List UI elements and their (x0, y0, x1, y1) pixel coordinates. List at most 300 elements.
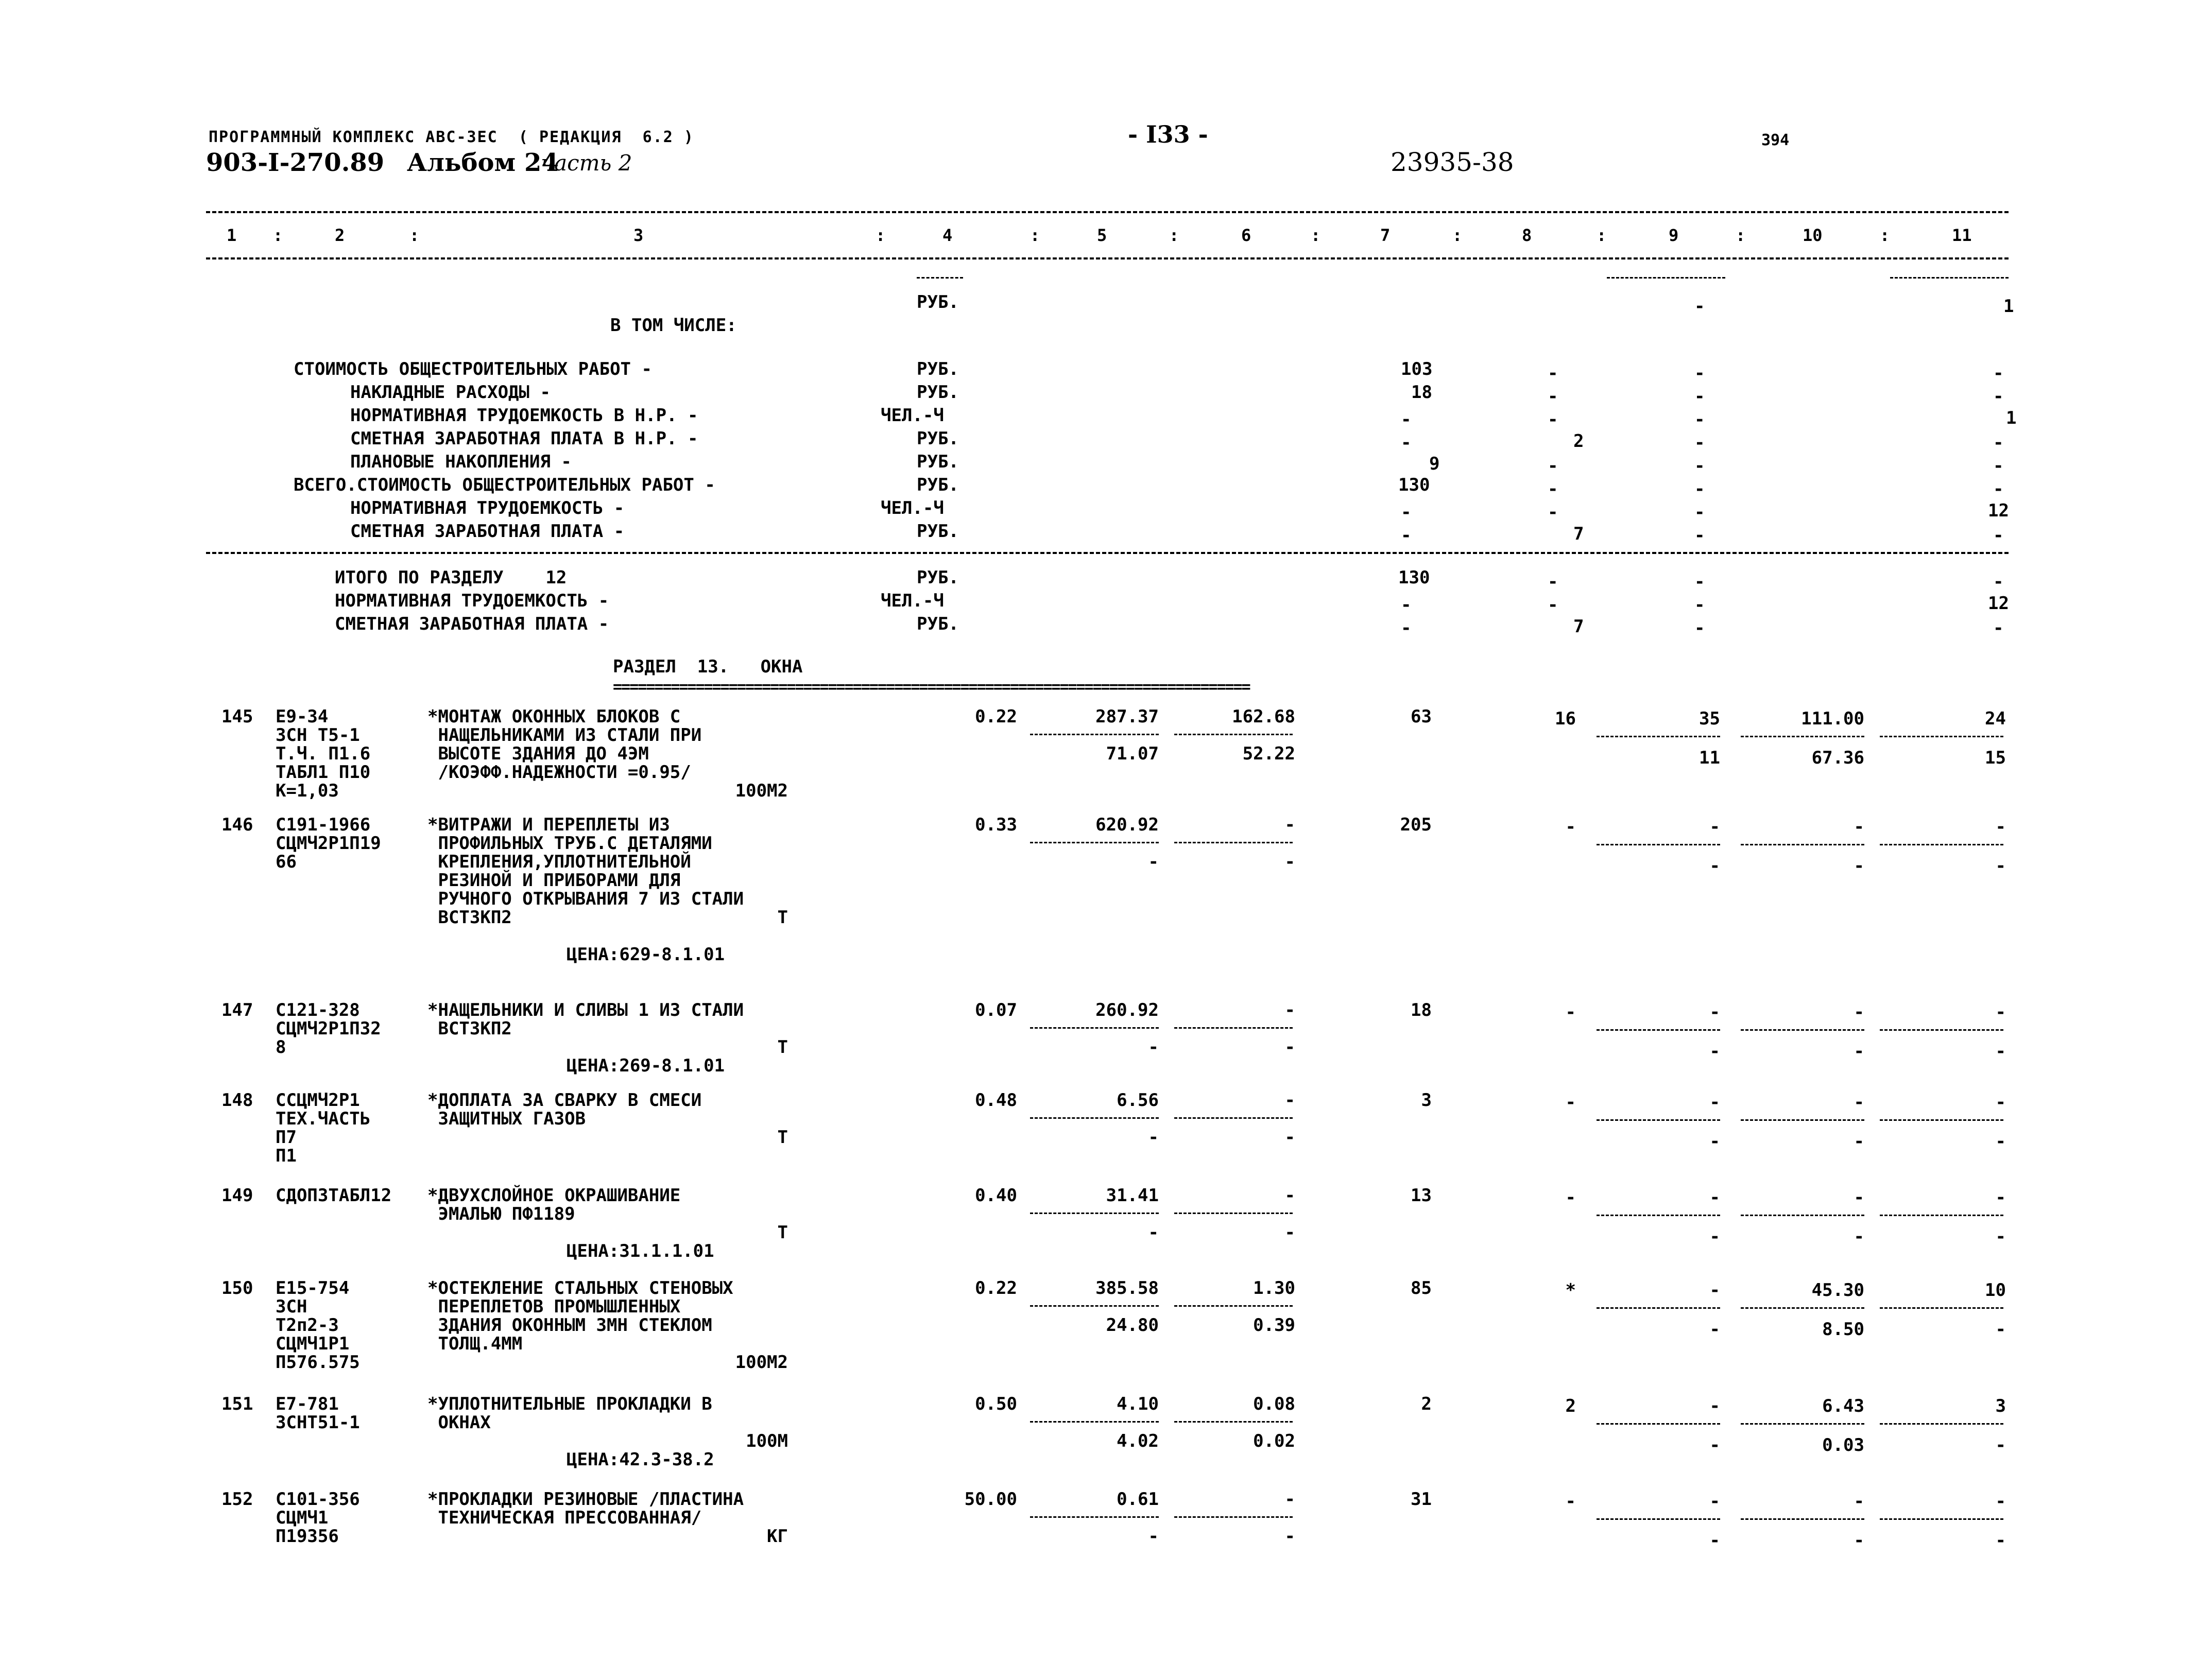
item-col6-labor: - (1284, 1037, 1295, 1058)
item-code: Е15-754 (276, 1278, 350, 1298)
item-col5: 287.37 (1095, 706, 1159, 727)
subtotal-rule (1174, 1213, 1293, 1214)
item-description: ОКНАХ (427, 1412, 491, 1433)
item-unit: Т (777, 907, 788, 928)
item-code: С121-328 (276, 1000, 360, 1020)
column-sep: : (1736, 226, 1746, 245)
item-col5: 4.10 (1117, 1394, 1159, 1414)
summary-line-c7: 103 (1401, 359, 1433, 379)
item-col9-labor: - (1709, 1131, 1720, 1152)
column-1: 1 (227, 226, 237, 245)
item-quantity: 0.50 (975, 1394, 1017, 1414)
item-col11-labor: - (1995, 1435, 2006, 1456)
subtotal-rule (1174, 1305, 1293, 1307)
item-description: ЗДАНИЯ ОКОННЫМ ЗМН СТЕКЛОМ (427, 1315, 712, 1336)
column-sep: : (1880, 226, 1890, 245)
item-col6: 162.68 (1232, 706, 1295, 727)
section-total-c8: - (1548, 595, 1558, 615)
subtotal-rule (1174, 1027, 1293, 1029)
item-col11-labor: - (1995, 1041, 2006, 1062)
section-total-c8: - (1548, 571, 1558, 592)
item-col9: - (1709, 817, 1720, 837)
item-col10: - (1854, 1187, 1864, 1208)
item-col6-labor: 0.02 (1253, 1431, 1295, 1451)
item-col7: 85 (1411, 1278, 1432, 1298)
item-col6-labor: - (1284, 1222, 1295, 1243)
section-total-c8: 7 (1573, 616, 1584, 637)
item-col9: - (1709, 1491, 1720, 1512)
summary-line-c8: - (1548, 479, 1558, 499)
item-col7: 2 (1421, 1394, 1432, 1414)
item-col6: 1.30 (1253, 1278, 1295, 1298)
item-col5: 385.58 (1095, 1278, 1159, 1298)
item-code: С191-1966 (276, 815, 371, 835)
item-price-reference: ЦЕНА:269-8.1.01 (567, 1055, 725, 1076)
summary-line-c11: - (1993, 456, 2004, 476)
section-total-c7: 130 (1398, 567, 1430, 588)
item-code: ЗСН (276, 1296, 307, 1317)
item-code: Т.Ч. П1.6 (276, 743, 371, 764)
item-col9: 35 (1699, 708, 1720, 729)
summary-line-label: СМЕТНАЯ ЗАРАБОТНАЯ ПЛАТА - (350, 521, 625, 542)
summary-line-c9: - (1694, 363, 1705, 384)
item-col9-labor: - (1709, 1226, 1720, 1247)
section-total-unit: РУБ. (917, 567, 959, 588)
summary-unit: РУБ. (917, 292, 959, 313)
item-code: С101-356 (276, 1489, 360, 1510)
item-code: П576.575 (276, 1352, 360, 1373)
item-col9: - (1709, 1002, 1720, 1023)
subtotal-rule (1174, 1516, 1293, 1518)
summary-line-c9: - (1694, 456, 1705, 476)
column-8: 8 (1522, 226, 1532, 245)
subtotal-rule (1597, 1029, 1720, 1031)
summary-line-c11: - (1993, 386, 2004, 407)
item-number: 151 (221, 1394, 253, 1414)
item-description: *НАЩЕЛЬНИКИ И СЛИВЫ 1 ИЗ СТАЛИ (427, 1000, 744, 1020)
item-col9: - (1709, 1280, 1720, 1301)
section-total-label: СМЕТНАЯ ЗАРАБОТНАЯ ПЛАТА - (335, 614, 609, 634)
item-code: ТЕХ.ЧАСТЬ (276, 1109, 371, 1129)
subtotal-rule (1597, 1307, 1720, 1309)
item-col11: - (1995, 1491, 2006, 1512)
item-description: ВЫСОТЕ ЗДАНИЯ ДО 4ЭМ (427, 743, 649, 764)
column-sep: : (409, 226, 420, 245)
item-quantity: 0.40 (975, 1185, 1017, 1206)
summary-line-unit: РУБ. (917, 359, 959, 379)
item-description: ПРОФИЛЬНЫХ ТРУБ.С ДЕТАЛЯМИ (427, 833, 712, 854)
item-description: ТОЛЩ.4ММ (427, 1333, 523, 1354)
item-col5-labor: - (1148, 1526, 1159, 1547)
item-col6-labor: - (1284, 1127, 1295, 1148)
item-code: Е9-34 (276, 706, 329, 727)
item-quantity: 0.48 (975, 1090, 1017, 1111)
program-line: ПРОГРАММНЫЙ КОМПЛЕКС АВС-ЗЕС ( РЕДАКЦИЯ 6.2 ) (209, 128, 694, 146)
section-total-c7: - (1401, 618, 1412, 638)
column-sep: : (876, 226, 886, 245)
item-number: 148 (221, 1090, 253, 1111)
item-col6: - (1284, 815, 1295, 835)
item-description: *УПЛОТНИТЕЛЬНЫЕ ПРОКЛАДКИ В (427, 1394, 712, 1414)
subtotal-rule (1030, 1516, 1159, 1518)
item-description: КРЕПЛЕНИЯ,УПЛОТНИТЕЛЬНОЙ (427, 852, 691, 872)
item-col6: - (1284, 1185, 1295, 1206)
item-col6: 0.08 (1253, 1394, 1295, 1414)
summary-line-c9: - (1694, 386, 1705, 407)
item-code: К=1,03 (276, 781, 339, 801)
item-col9-labor: - (1709, 1041, 1720, 1062)
item-description: ВСТЗКП2 (427, 907, 512, 928)
item-col11: - (1995, 1002, 2006, 1023)
item-col8: - (1565, 1491, 1576, 1512)
section-divider (206, 552, 2009, 554)
item-code: СЦМЧ2Р1П19 (276, 833, 381, 854)
item-quantity: 0.22 (975, 1278, 1017, 1298)
item-unit: 100М (746, 1431, 788, 1451)
summary-line-unit: РУБ. (917, 428, 959, 449)
item-col11-labor: - (1995, 1319, 2006, 1340)
item-col7: 13 (1411, 1185, 1432, 1206)
summary-line-unit: РУБ. (917, 452, 959, 472)
item-code: Т2п2-3 (276, 1315, 339, 1336)
item-description: ПЕРЕПЛЕТОВ ПРОМЫШЛЕННЫХ (427, 1296, 681, 1317)
item-col8: - (1565, 1002, 1576, 1023)
summary-line-c11: 1 (2006, 408, 2017, 428)
subtotal-rule (1030, 1117, 1159, 1119)
subtotal-rule (1741, 736, 1864, 737)
column-3: 3 (633, 226, 644, 245)
column-4: 4 (942, 226, 953, 245)
subtotal-rule (1597, 844, 1720, 845)
subtotal-rule (1030, 1213, 1159, 1214)
short-rule (1890, 277, 2009, 279)
item-unit: 100М2 (735, 1352, 788, 1373)
item-code: СДОПЗТАБЛ12 (276, 1185, 392, 1206)
item-col9-labor: - (1709, 856, 1720, 876)
summary-line-c8: - (1548, 409, 1558, 430)
item-col8: 2 (1565, 1396, 1576, 1416)
summary-line-c7: - (1401, 502, 1412, 523)
subtotal-rule (1174, 734, 1293, 735)
album-part: часть 2 (541, 150, 632, 176)
section-total-c9: - (1694, 571, 1705, 592)
item-col5: 31.41 (1106, 1185, 1159, 1206)
summary-line-c8: 2 (1573, 431, 1584, 452)
summary-line-label: НАКЛАДНЫЕ РАСХОДЫ - (350, 382, 551, 403)
subtotal-rule (1174, 1421, 1293, 1423)
summary-line-c8: - (1548, 363, 1558, 384)
subtotal-rule (1880, 844, 2003, 845)
subtotal-rule (1880, 1518, 2003, 1520)
item-code: ЗСН Т5-1 (276, 725, 360, 746)
item-description: /КОЭФФ.НАДЕЖНОСТИ =0.95/ (427, 762, 691, 783)
item-code: СЦМЧ1Р1 (276, 1333, 350, 1354)
subtotal-rule (1030, 842, 1159, 843)
subtotal-rule (1880, 1215, 2003, 1216)
project-code: 903-I-270.89 (206, 148, 385, 177)
item-col10-labor: 0.03 (1822, 1435, 1864, 1456)
item-code: П7 (276, 1127, 297, 1148)
item-price-reference: ЦЕНА:31.1.1.01 (567, 1241, 714, 1261)
column-10: 10 (1803, 226, 1823, 245)
item-col8: * (1565, 1280, 1576, 1301)
item-col5-labor: 71.07 (1106, 743, 1159, 764)
item-col9: - (1709, 1396, 1720, 1416)
column-sep: : (1597, 226, 1607, 245)
item-description: *ДВУХСЛОЙНОЕ ОКРАШИВАНИЕ (427, 1185, 681, 1206)
item-code: 66 (276, 852, 297, 872)
subtotal-rule (1741, 1423, 1864, 1425)
summary-line-c9: - (1694, 479, 1705, 499)
item-col11-labor: 15 (1985, 748, 2006, 768)
item-price-reference: ЦЕНА:629-8.1.01 (567, 944, 725, 965)
section-total-label: ИТОГО ПО РАЗДЕЛУ 12 (335, 567, 567, 588)
item-number: 152 (221, 1489, 253, 1510)
subtotal-rule (1030, 1305, 1159, 1307)
summary-line-c9: - (1694, 409, 1705, 430)
item-col9-labor: - (1709, 1435, 1720, 1456)
item-description: *МОНТАЖ ОКОННЫХ БЛОКОВ С (427, 706, 681, 727)
summary-line-c7: 130 (1398, 475, 1430, 495)
subtotal-rule (1597, 1119, 1720, 1121)
item-code: П1 (276, 1146, 297, 1166)
header-rule-bottom (206, 257, 2009, 259)
item-description: НАЩЕЛЬНИКАМИ ИЗ СТАЛИ ПРИ (427, 725, 702, 746)
item-col11: - (1995, 817, 2006, 837)
summary-line-c11: 12 (1988, 500, 2009, 521)
subtotal-rule (1741, 844, 1864, 845)
item-col7: 205 (1400, 815, 1432, 835)
item-price-reference: ЦЕНА:42.3-38.2 (567, 1449, 714, 1470)
item-col10: 45.30 (1811, 1280, 1864, 1301)
subtotal-rule (1880, 1029, 2003, 1031)
subtotal-rule (1174, 842, 1293, 843)
item-col8: - (1565, 1092, 1576, 1113)
document-number: 23935-38 (1391, 147, 1514, 177)
subtotal-rule (1597, 736, 1720, 737)
item-col10: - (1854, 817, 1864, 837)
item-description: ВСТЗКП2 (427, 1018, 512, 1039)
item-col10: - (1854, 1002, 1864, 1023)
item-col5-labor: - (1148, 1037, 1159, 1058)
section-title: РАЗДЕЛ 13. ОКНА (613, 656, 803, 677)
summary-line-label: НОРМАТИВНАЯ ТРУДОЕМКОСТЬ В Н.Р. - (350, 405, 698, 426)
item-col11-labor: - (1995, 1131, 2006, 1152)
item-code: СЦМЧ2Р1П32 (276, 1018, 381, 1039)
item-col6: - (1284, 1000, 1295, 1020)
item-code: СЦМЧ1 (276, 1508, 329, 1528)
item-number: 149 (221, 1185, 253, 1206)
item-col11: 24 (1985, 708, 2006, 729)
section-total-unit: ЧЕЛ.-Ч (881, 591, 944, 611)
item-col10-labor: - (1854, 1530, 1864, 1551)
item-code: 8 (276, 1037, 286, 1058)
subtotal-rule (1597, 1215, 1720, 1216)
subtotal-rule (1174, 1117, 1293, 1119)
summary-line-c7: 18 (1411, 382, 1432, 403)
summary-line-label: СМЕТНАЯ ЗАРАБОТНАЯ ПЛАТА В Н.Р. - (350, 428, 698, 449)
item-unit: Т (777, 1127, 788, 1148)
summary-line-c11: - (1993, 363, 2004, 384)
item-col7: 31 (1411, 1489, 1432, 1510)
summary-col9: - (1694, 296, 1705, 317)
summary-line-c7: - (1401, 525, 1412, 546)
item-col10: - (1854, 1491, 1864, 1512)
item-col8: - (1565, 1187, 1576, 1208)
summary-line-unit: РУБ. (917, 382, 959, 403)
item-code: ТАБЛ1 П10 (276, 762, 371, 783)
item-description: ЗАЩИТНЫХ ГАЗОВ (427, 1109, 586, 1129)
section-total-c7: - (1401, 595, 1412, 615)
summary-line-label: НОРМАТИВНАЯ ТРУДОЕМКОСТЬ - (350, 498, 625, 518)
column-sep: : (1030, 226, 1040, 245)
section-total-c11: - (1993, 571, 2004, 592)
item-col11-labor: - (1995, 1530, 2006, 1551)
item-col11: 10 (1985, 1280, 2006, 1301)
section-total-unit: РУБ. (917, 614, 959, 634)
summary-line-c8: - (1548, 502, 1558, 523)
item-code: ЗСНТ51-1 (276, 1412, 360, 1433)
item-col11: - (1995, 1092, 2006, 1113)
item-col5-labor: 4.02 (1117, 1431, 1159, 1451)
summary-line-c7: - (1401, 409, 1412, 430)
item-col8: 16 (1555, 708, 1576, 729)
item-col6-labor: 52.22 (1242, 743, 1295, 764)
subtotal-rule (1597, 1423, 1720, 1425)
summary-line-c7: - (1401, 432, 1412, 453)
column-sep: : (1311, 226, 1321, 245)
including-label: В ТОМ ЧИСЛЕ: (610, 315, 737, 336)
column-sep: : (273, 226, 283, 245)
subtotal-rule (1880, 736, 2003, 737)
item-col5-labor: - (1148, 852, 1159, 872)
subtotal-rule (1880, 1423, 2003, 1425)
item-col6: - (1284, 1489, 1295, 1510)
item-col5-labor: - (1148, 1127, 1159, 1148)
summary-col11: 1 (2003, 296, 2014, 317)
subtotal-rule (1741, 1307, 1864, 1309)
subtotal-rule (1741, 1518, 1864, 1520)
item-col10-labor: - (1854, 1226, 1864, 1247)
column-9: 9 (1669, 226, 1679, 245)
item-unit: Т (777, 1222, 788, 1243)
item-col10: 6.43 (1822, 1396, 1864, 1416)
subtotal-rule (1741, 1215, 1864, 1216)
subtotal-rule (1597, 1518, 1720, 1520)
item-description: РЕЗИНОЙ И ПРИБОРАМИ ДЛЯ (427, 870, 681, 891)
item-unit: КГ (767, 1526, 788, 1547)
summary-line-c11: - (1993, 432, 2004, 453)
item-col11-labor: - (1995, 1226, 2006, 1247)
item-col8: - (1565, 817, 1576, 837)
summary-line-label: ВСЕГО.СТОИМОСТЬ ОБЩЕСТРОИТЕЛЬНЫХ РАБОТ - (294, 475, 715, 495)
item-col6-labor: - (1284, 1526, 1295, 1547)
item-col9-labor: - (1709, 1319, 1720, 1340)
item-number: 145 (221, 706, 253, 727)
summary-line-unit: РУБ. (917, 521, 959, 542)
column-sep: : (1169, 226, 1179, 245)
item-description: ТЕХНИЧЕСКАЯ ПРЕССОВАННАЯ/ (427, 1508, 702, 1528)
summary-line-unit: ЧЕЛ.-Ч (881, 498, 944, 518)
summary-line-c11: - (1993, 479, 2004, 499)
summary-line-label: ПЛАНОВЫЕ НАКОПЛЕНИЯ - (350, 452, 572, 472)
summary-line-c11: - (1993, 525, 2004, 546)
column-6: 6 (1241, 226, 1251, 245)
item-col9-labor: 11 (1699, 748, 1720, 768)
item-col5-labor: 24.80 (1106, 1315, 1159, 1336)
column-2: 2 (335, 226, 345, 245)
album-label: Альбом 24 (407, 148, 559, 177)
sheet-number: 394 (1761, 131, 1790, 149)
column-5: 5 (1097, 226, 1107, 245)
item-quantity: 0.22 (975, 706, 1017, 727)
item-col6: - (1284, 1090, 1295, 1111)
short-rule (917, 277, 963, 279)
item-col5: 620.92 (1095, 815, 1159, 835)
item-col11: - (1995, 1187, 2006, 1208)
section-total-c9: - (1694, 618, 1705, 638)
item-description: ЭМАЛЬЮ ПФ1189 (427, 1204, 575, 1224)
summary-line-c9: - (1694, 502, 1705, 523)
item-col10-labor: - (1854, 1041, 1864, 1062)
item-description: *ВИТРАЖИ И ПЕРЕПЛЕТЫ ИЗ (427, 815, 670, 835)
item-col7: 63 (1411, 706, 1432, 727)
summary-line-c8: - (1548, 386, 1558, 407)
item-col10-labor: 8.50 (1822, 1319, 1864, 1340)
summary-line-c8: - (1548, 456, 1558, 476)
item-number: 150 (221, 1278, 253, 1298)
item-unit: Т (777, 1037, 788, 1058)
item-col10-labor: - (1854, 856, 1864, 876)
section-total-c9: - (1694, 595, 1705, 615)
summary-line-c9: - (1694, 432, 1705, 453)
item-col9: - (1709, 1092, 1720, 1113)
column-sep: : (1452, 226, 1463, 245)
item-col11: 3 (1995, 1396, 2006, 1416)
section-title-underline: ============================================================================= (613, 678, 1250, 696)
item-code: ССЦМЧ2Р1 (276, 1090, 360, 1111)
subtotal-rule (1030, 1027, 1159, 1029)
item-col11-labor: - (1995, 856, 2006, 876)
subtotal-rule (1030, 734, 1159, 735)
item-col9-labor: - (1709, 1530, 1720, 1551)
item-col10: - (1854, 1092, 1864, 1113)
item-description: *ДОПЛАТА ЗА СВАРКУ В СМЕСИ (427, 1090, 702, 1111)
short-rule (1607, 277, 1725, 279)
item-description: *ПРОКЛАДКИ РЕЗИНОВЫЕ /ПЛАСТИНА (427, 1489, 744, 1510)
summary-line-label: СТОИМОСТЬ ОБЩЕСТРОИТЕЛЬНЫХ РАБОТ - (294, 359, 652, 379)
item-col5: 6.56 (1117, 1090, 1159, 1111)
item-col10-labor: 67.36 (1811, 748, 1864, 768)
summary-line-c7: 9 (1429, 454, 1440, 474)
summary-line-unit: ЧЕЛ.-Ч (881, 405, 944, 426)
subtotal-rule (1030, 1421, 1159, 1423)
section-total-c11: 12 (1988, 593, 2009, 614)
item-description: РУЧНОГО ОТКРЫВАНИЯ 7 ИЗ СТАЛИ (427, 889, 744, 909)
item-col5-labor: - (1148, 1222, 1159, 1243)
item-number: 147 (221, 1000, 253, 1020)
item-col6-labor: 0.39 (1253, 1315, 1295, 1336)
item-col5: 0.61 (1117, 1489, 1159, 1510)
item-quantity: 50.00 (964, 1489, 1017, 1510)
section-total-label: НОРМАТИВНАЯ ТРУДОЕМКОСТЬ - (335, 591, 609, 611)
subtotal-rule (1741, 1119, 1864, 1121)
section-total-c11: - (1993, 618, 2004, 638)
item-code: П19356 (276, 1526, 339, 1547)
item-col5: 260.92 (1095, 1000, 1159, 1020)
column-11: 11 (1952, 226, 1972, 245)
subtotal-rule (1880, 1307, 2003, 1309)
